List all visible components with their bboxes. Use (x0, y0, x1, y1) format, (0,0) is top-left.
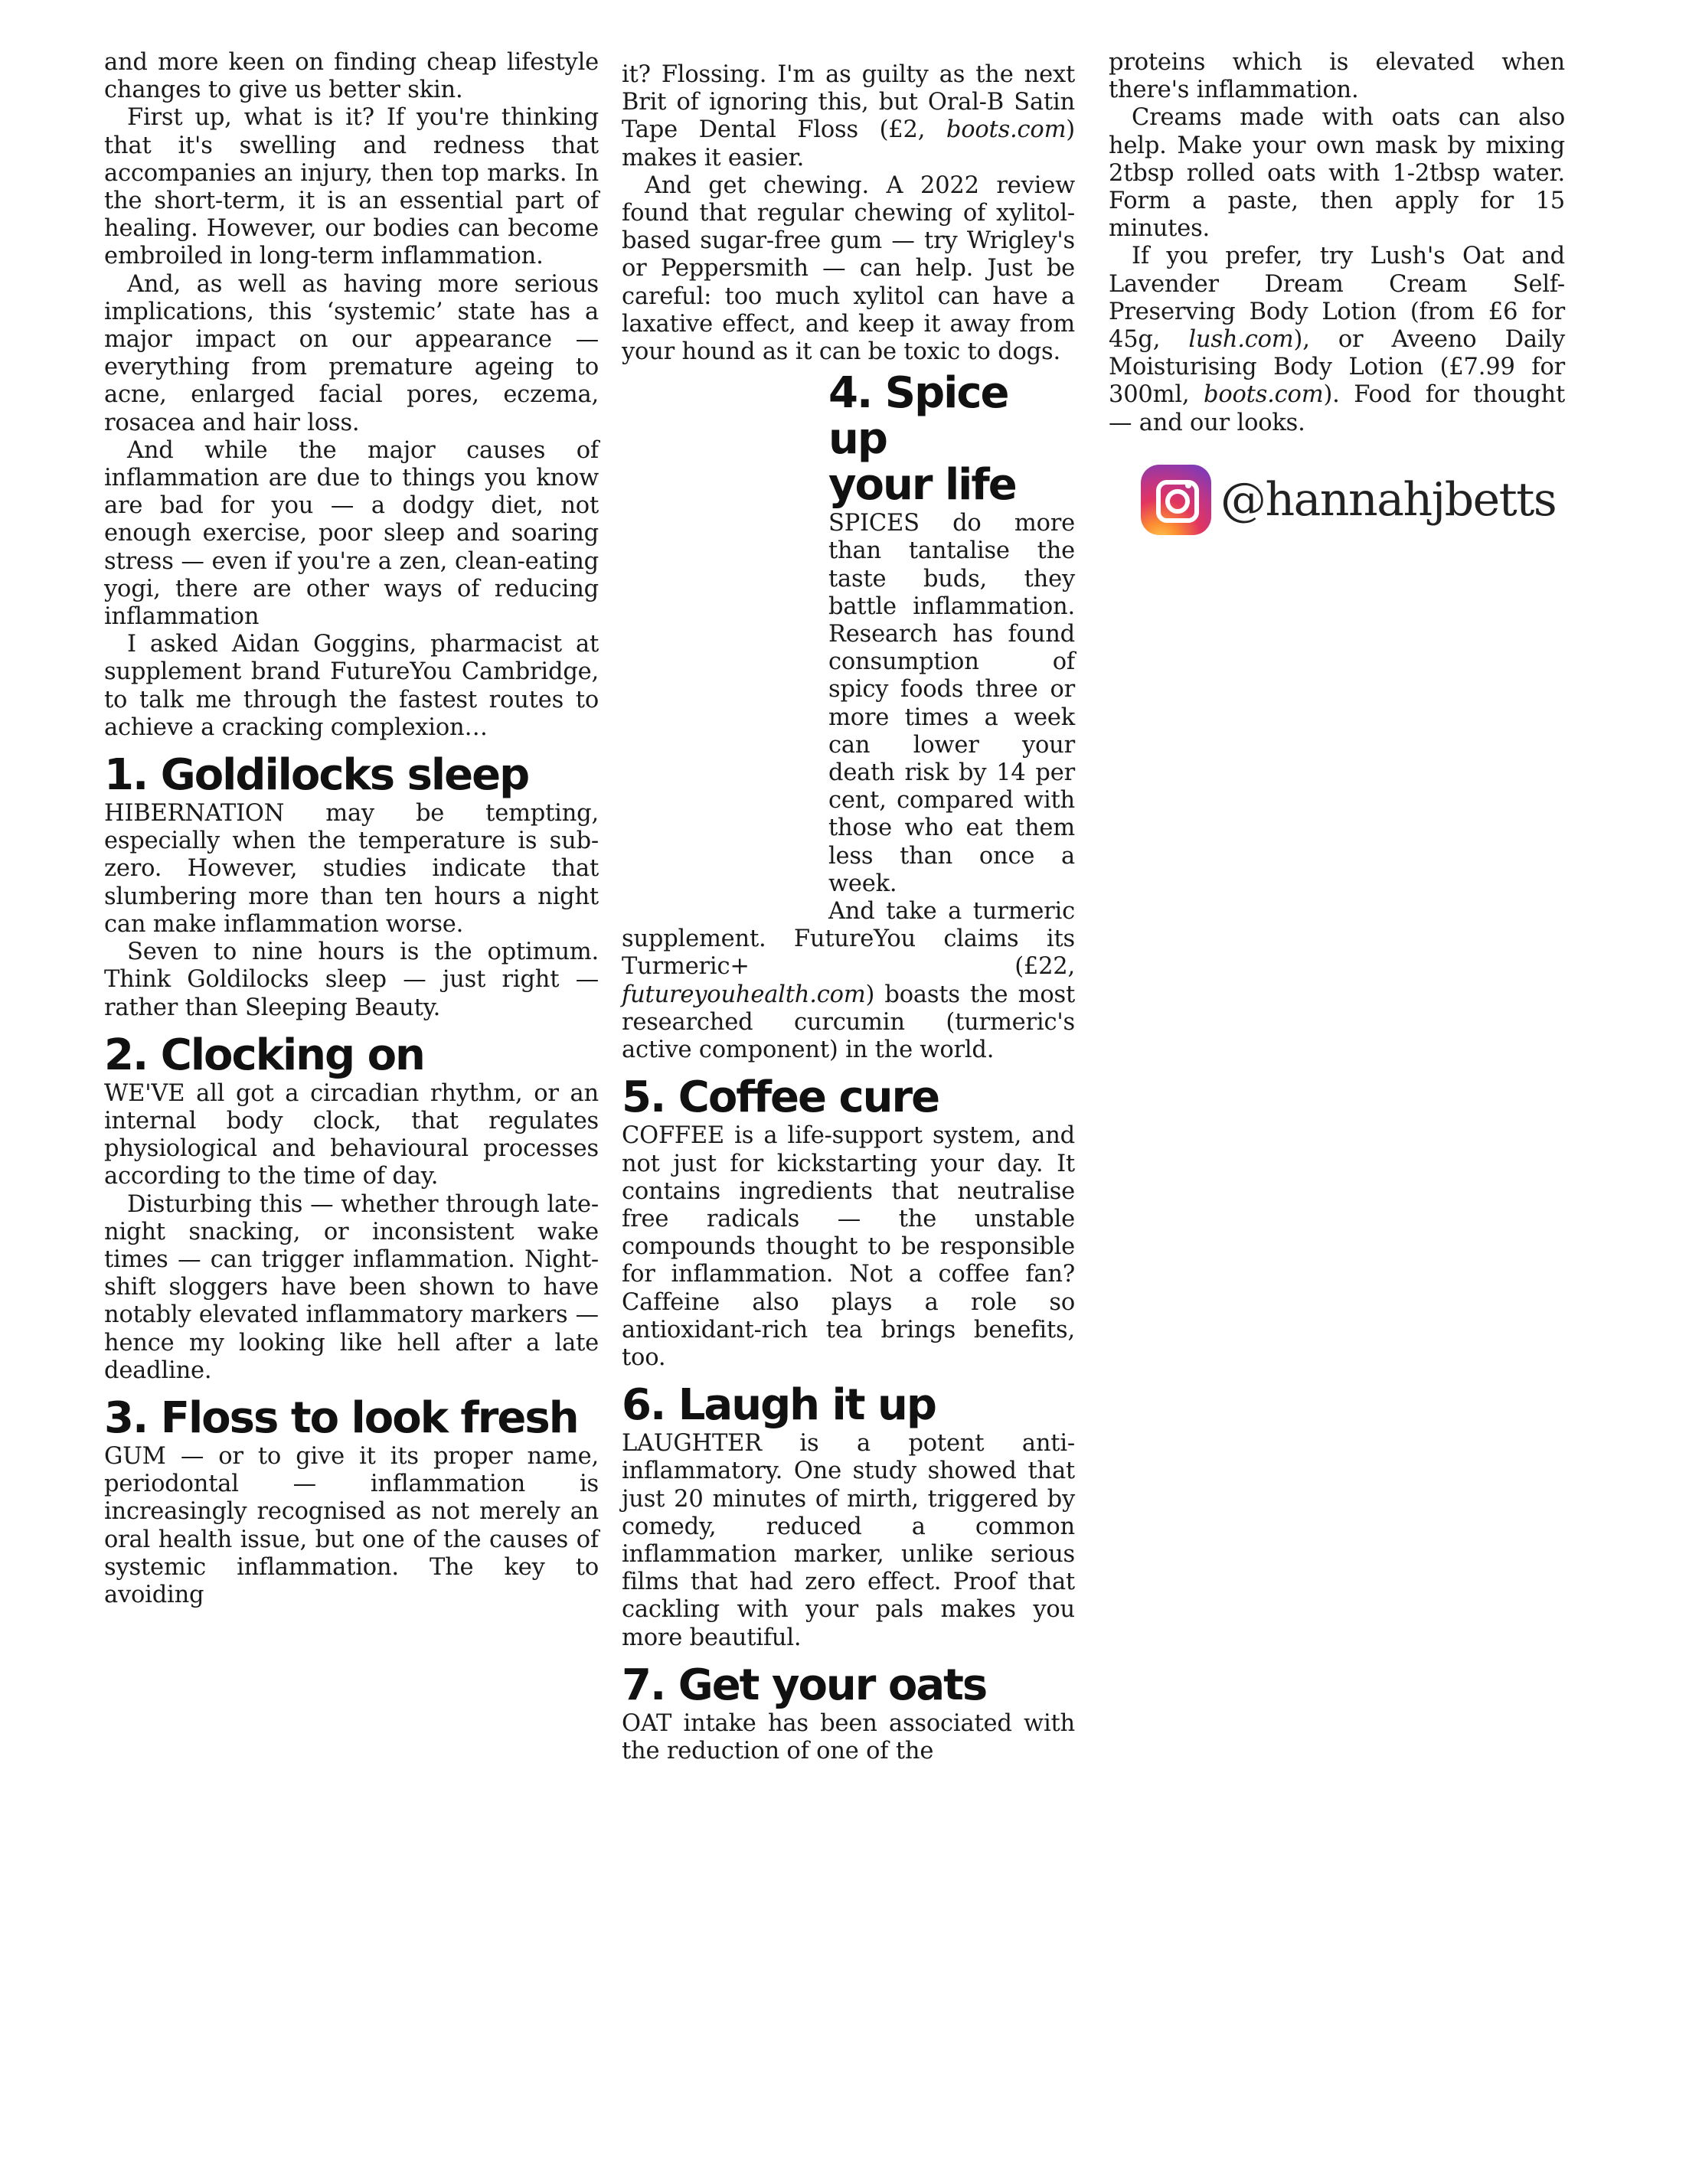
paragraph (104, 800, 599, 939)
section-heading-6: 6. Laugh it up (622, 1380, 936, 1431)
paragraph: Creams made with oats can also help. Make your own mask by mixing 2tbsp rolled oats with 1-2tbsp water. Form a paste, then apply for 15 minutes. (1109, 104, 1565, 243)
section-heading-2: 2. Clocking on (104, 1030, 424, 1080)
paragraph (1109, 243, 1565, 436)
paragraph-text: And take a turmeric supplement. FutureYou claims its Turmeric+ (£22, (622, 898, 1075, 981)
link-text: lush.com (1188, 326, 1294, 354)
lead-word: SPICES (828, 510, 920, 537)
paragraph: And, as well as having more serious implications, this ‘systemic’ state has a major impact on our appearance — everything from premature ageing to acne, enlarged facial pores, eczema, rosacea and hair loss. (104, 270, 599, 436)
paragraph (622, 1710, 1075, 1765)
lead-word: GUM (104, 1442, 166, 1470)
lead-word: OAT (622, 1709, 672, 1737)
social-handle[interactable] (1141, 465, 1565, 535)
instagram-icon-lens (1165, 489, 1190, 514)
paragraph: Seven to nine hours is the optimum. Think Goldilocks sleep — just right — rather than Sleeping Beauty. (104, 939, 599, 1021)
lead-word: COFFEE (622, 1122, 724, 1150)
paragraph: And while the major causes of inflammation are due to things you know are bad for you — a dodgy diet, not enough exercise, poor sleep and soaring stress — even if you're a zen, clean-eating yogi, there are other ways of reducing inflammation (104, 436, 599, 631)
paragraph (622, 898, 1075, 1064)
column-3 (1109, 49, 1565, 535)
paragraph-text: do more than tantalise the taste buds, they battle inflammation. Research has found consumption of spicy foods three or more times a week can lower your death risk by 14 per cent, compared with those who eat them less than once a week. (828, 510, 1075, 897)
paragraph (104, 1080, 599, 1191)
lead-word: LAUGHTER (622, 1430, 762, 1458)
heading-line: your life (828, 460, 1016, 511)
paragraph-text: is a potent anti-inflammatory. One study showed that just 20 minutes of mirth, triggered by comedy, reduced a common inflammation marker, unlike serious films that had zero effect. Proof that cackling with your pals makes you more beautiful. (622, 1430, 1075, 1651)
paragraph (828, 510, 1075, 898)
instagram-icon-dot (1185, 482, 1191, 488)
lead-word: WE'VE (104, 1079, 185, 1107)
paragraph-text: all got a circadian rhythm, or an internal body clock, that regulates physiological and behavioural processes according to the time of day. (104, 1079, 599, 1190)
paragraph-text: ), or Aveeno Daily Moisturising Body Lotion (£7.99 for 300ml, (1109, 326, 1565, 409)
section-heading-4 (828, 368, 1075, 511)
section-heading-7: 7. Get your oats (622, 1660, 987, 1710)
paragraph (622, 1430, 1075, 1652)
paragraph: Disturbing this — whether through late-night snacking, or inconsistent wake times — can trigger inflammation. Night-shift sloggers have been shown to have notably elevated inflammatory markers — hence my looking like hell after a late deadline. (104, 1190, 599, 1384)
instagram-icon (1141, 465, 1211, 535)
paragraph-text: ). Food for thought — and our looks. (1109, 381, 1565, 436)
paragraph (622, 1122, 1075, 1372)
paragraph-text: ) boasts the most researched curcumin (turmeric's active component) in the world. (622, 981, 1075, 1064)
paragraph (104, 1443, 599, 1609)
paragraph: and more keen on finding cheap lifestyle changes to give us better skin. (104, 49, 599, 104)
paragraph: And get chewing. A 2022 review found that regular chewing of xylitol-based sugar-free gum — try Wrigley's or Peppersmith — can help. Just be careful: too much xylitol can have a laxative effect, and keep it away from your hound as it can be toxic to dogs. (622, 171, 1075, 366)
heading-line: 4. Spice up (828, 368, 1008, 465)
social-handle-text: @hannahjbetts (1220, 472, 1557, 527)
paragraph-text: may be tempting, especially when the temperature is sub-zero. However, studies indicate that slumbering more than ten hours a night can make inflammation worse. (104, 800, 599, 938)
section-heading-5: 5. Coffee cure (622, 1072, 939, 1123)
link-text: boots.com (1204, 381, 1324, 409)
section-4-block (828, 368, 1075, 898)
paragraph-text: If you prefer, try Lush's Oat and Lavender Dream Cream Self-Preserving Body Lotion (from £6 for 45g, (1109, 243, 1565, 354)
column-2 (622, 61, 1075, 1765)
paragraph-text: — or to give it its proper name, periodontal — inflammation is increasingly recognised as not merely an oral health issue, but one of the causes of systemic inflammation. The key to avoiding (104, 1442, 599, 1608)
section-heading-1: 1. Goldilocks sleep (104, 750, 529, 801)
lead-word: HIBERNATION (104, 800, 285, 828)
section-heading-3: 3. Floss to look fresh (104, 1392, 578, 1443)
paragraph: I asked Aidan Goggins, pharmacist at supplement brand FutureYou Cambridge, to talk me through the fastest routes to achieve a cracking complexion… (104, 631, 599, 741)
paragraph: First up, what is it? If you're thinking that it's swelling and redness that accompanies an injury, then top marks. In the short-term, it is an essential part of healing. However, our bodies can become embroiled in long-term inflammation. (104, 104, 599, 270)
link-text: futureyouhealth.com (622, 981, 866, 1008)
paragraph-text: ) makes it easier. (622, 116, 1075, 171)
paragraph (622, 61, 1075, 172)
paragraph-text: it? Flossing. I'm as guilty as the next Brit of ignoring this, but Oral-B Satin Tape Dental Floss (£2, (622, 61, 1075, 144)
paragraph-text: intake has been associated with the reduction of one of the (622, 1709, 1075, 1765)
column-1 (104, 49, 599, 1609)
paragraph-text: is a life-support system, and not just for kickstarting your day. It contains ingredients that neutralise free radicals — the unstable compounds thought to be responsible for inflammation. Not a coffee fan? Caffeine also plays a role so antioxidant-rich tea brings benefits, too. (622, 1122, 1075, 1371)
paragraph: proteins which is elevated when there's inflammation. (1109, 49, 1565, 104)
link-text: boots.com (946, 116, 1067, 144)
